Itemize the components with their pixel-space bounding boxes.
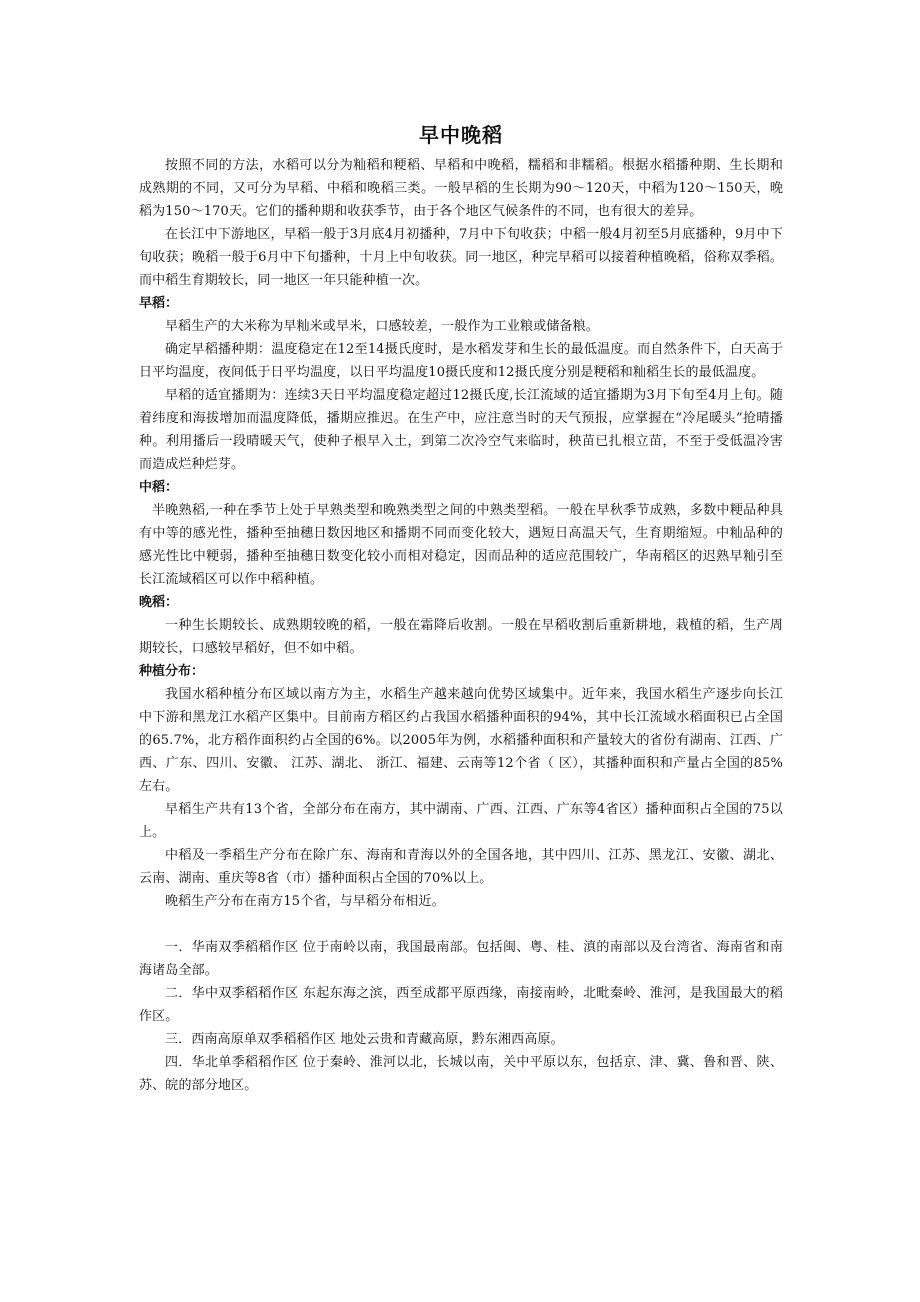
intro-paragraph: 按照不同的方法，水稻可以分为籼稻和粳稻、早稻和中晚稻，糯稻和非糯稻。根据水稻播种期、生长期和成熟期的不同，又可分为早稻、中稻和晚稻三类。一般早稻的生长期为90～120天，中稻为120～150天，晚稻为150～170天。它们的播种期和收获季节，由于各个地区气候条件的不同，也有很大的差异。 — [139, 158, 784, 219]
zone-paragraph: 二．华中双季稻稻作区 东起东海之滨，西至成都平原西缘，南接南岭，北毗秦岭、淮河，是我国最大的稻作区。 — [139, 986, 783, 1024]
zone-paragraph: 四．华北单季稻稻作区 位于秦岭、淮河以北，长城以南，关中平原以东，包括京、津、冀、鲁和晋、陕、苏、皖的部分地区。 — [139, 1055, 783, 1093]
zone-paragraph: 三．西南高原单双季稻稻作区 地处云贵和青藏高原，黔东湘西高原。 — [165, 1032, 564, 1047]
distribution-paragraph: 中稻及一季稻生产分布在除广东、海南和青海以外的全国各地，其中四川、江苏、黑龙江、安徽、湖北、 云南、湖南、重庆等8省（市）播种面积占全国的70%以上。 — [139, 848, 783, 886]
intro-paragraph: 在长江中下游地区，早稻一般于3月底4月初播种，7月中下旬收获；中稻一般4月初至5月底播种，9月中下旬收获；晚稻一般于6月中下旬播种，十月上中旬收获。同一地区，种完早稻可以接着种植晚稻，俗称双季稻。而中稻生育期较长，同一地区一年只能种植一次。 — [139, 227, 783, 288]
blank-line — [139, 913, 783, 936]
distribution-paragraph: 我国水稻种植分布区域以南方为主，水稻生产越来越向优势区域集中。近年来，我国水稻生产逐步向长江中下游和黑龙江水稻产区集中。目前南方稻区约占我国水稻播种面积的94%，其中长江流域水稻面积已占全国的65.7%，北方稻作面积约占全国的6%。以2005年为例，水稻播种面积和产量较大的省份有湖南、江西、广西、广东、四川、安徽、 江苏、湖北、 浙江、福建、云南等12个省（ 区），其播种面积和产量占全国的85%左右。 — [139, 687, 783, 794]
zone-paragraph: 一．华南双季稻稻作区 位于南岭以南，我国最南部。包括闽、粤、桂、滇的南部以及台湾省、海南省和南海诸岛全部。 — [139, 940, 783, 978]
late-paragraph: 一种生长期较长、成熟期较晚的稻，一般在霜降后收割。一般在早稻收割后重新耕地，栽植的稻，生产周期较长，口感较早稻好，但不如中稻。 — [139, 618, 783, 656]
section-heading-middle: 中稻： — [139, 480, 179, 495]
middle-paragraph: 半晚熟稻,一种在季节上处于早熟类型和晚熟类型之间的中熟类型稻。一般在早秋季节成熟，多数中粳品种具有中等的感光性，播种至抽穗日数因地区和播期不同而变化较大，遇短日高温天气，生育期缩短。中籼品种的感光性比中粳弱，播种至抽穗日数变化较小而相对稳定，因而品种的适应范围较广，华南稻区的迟熟早籼引至长江流域稻区可以作中稻种植。 — [139, 503, 783, 587]
early-paragraph: 确定早稻播种期：温度稳定在12至14摄氏度时，是水稻发芽和生长的最低温度。而自然条件下，白天高于日平均温度，夜间低于日平均温度，以日平均温度10摄氏度和12摄氏度分别是粳稻和籼稻生长的最低温度。 — [139, 342, 783, 380]
section-heading-distribution: 种植分布： — [139, 664, 205, 679]
section-heading-early: 早稻： — [139, 296, 179, 311]
section-heading-late: 晚稻： — [139, 595, 179, 610]
early-paragraph: 早稻的适宜播期为：连续3天日平均温度稳定超过12摄氏度,长江流域的适宜播期为3月下旬至4月上旬。随着纬度和海拔增加而温度降低，播期应推迟。在生产中，应注意当时的天气预报，应掌握在“冷尾暖头”抢晴播种。利用播后一段晴暖天气，使种子根早入土，到第二次冷空气来临时，秧苗已扎根立苗，不至于受低温冷害而造成烂种烂芽。 — [139, 388, 783, 472]
document-title: 早中晚稻 — [419, 123, 503, 147]
document-page — [139, 118, 783, 1097]
distribution-paragraph: 早稻生产共有13个省，全部分布在南方，其中湖南、广西、江西、广东等4省区）播种面积占全国的75以上。 — [139, 802, 783, 840]
early-paragraph: 早稻生产的大米称为早籼米或早米，口感较差，一般作为工业粮或储备粮。 — [165, 319, 599, 334]
distribution-paragraph: 晚稻生产分布在南方15个省，与早稻分布相近。 — [165, 894, 445, 909]
